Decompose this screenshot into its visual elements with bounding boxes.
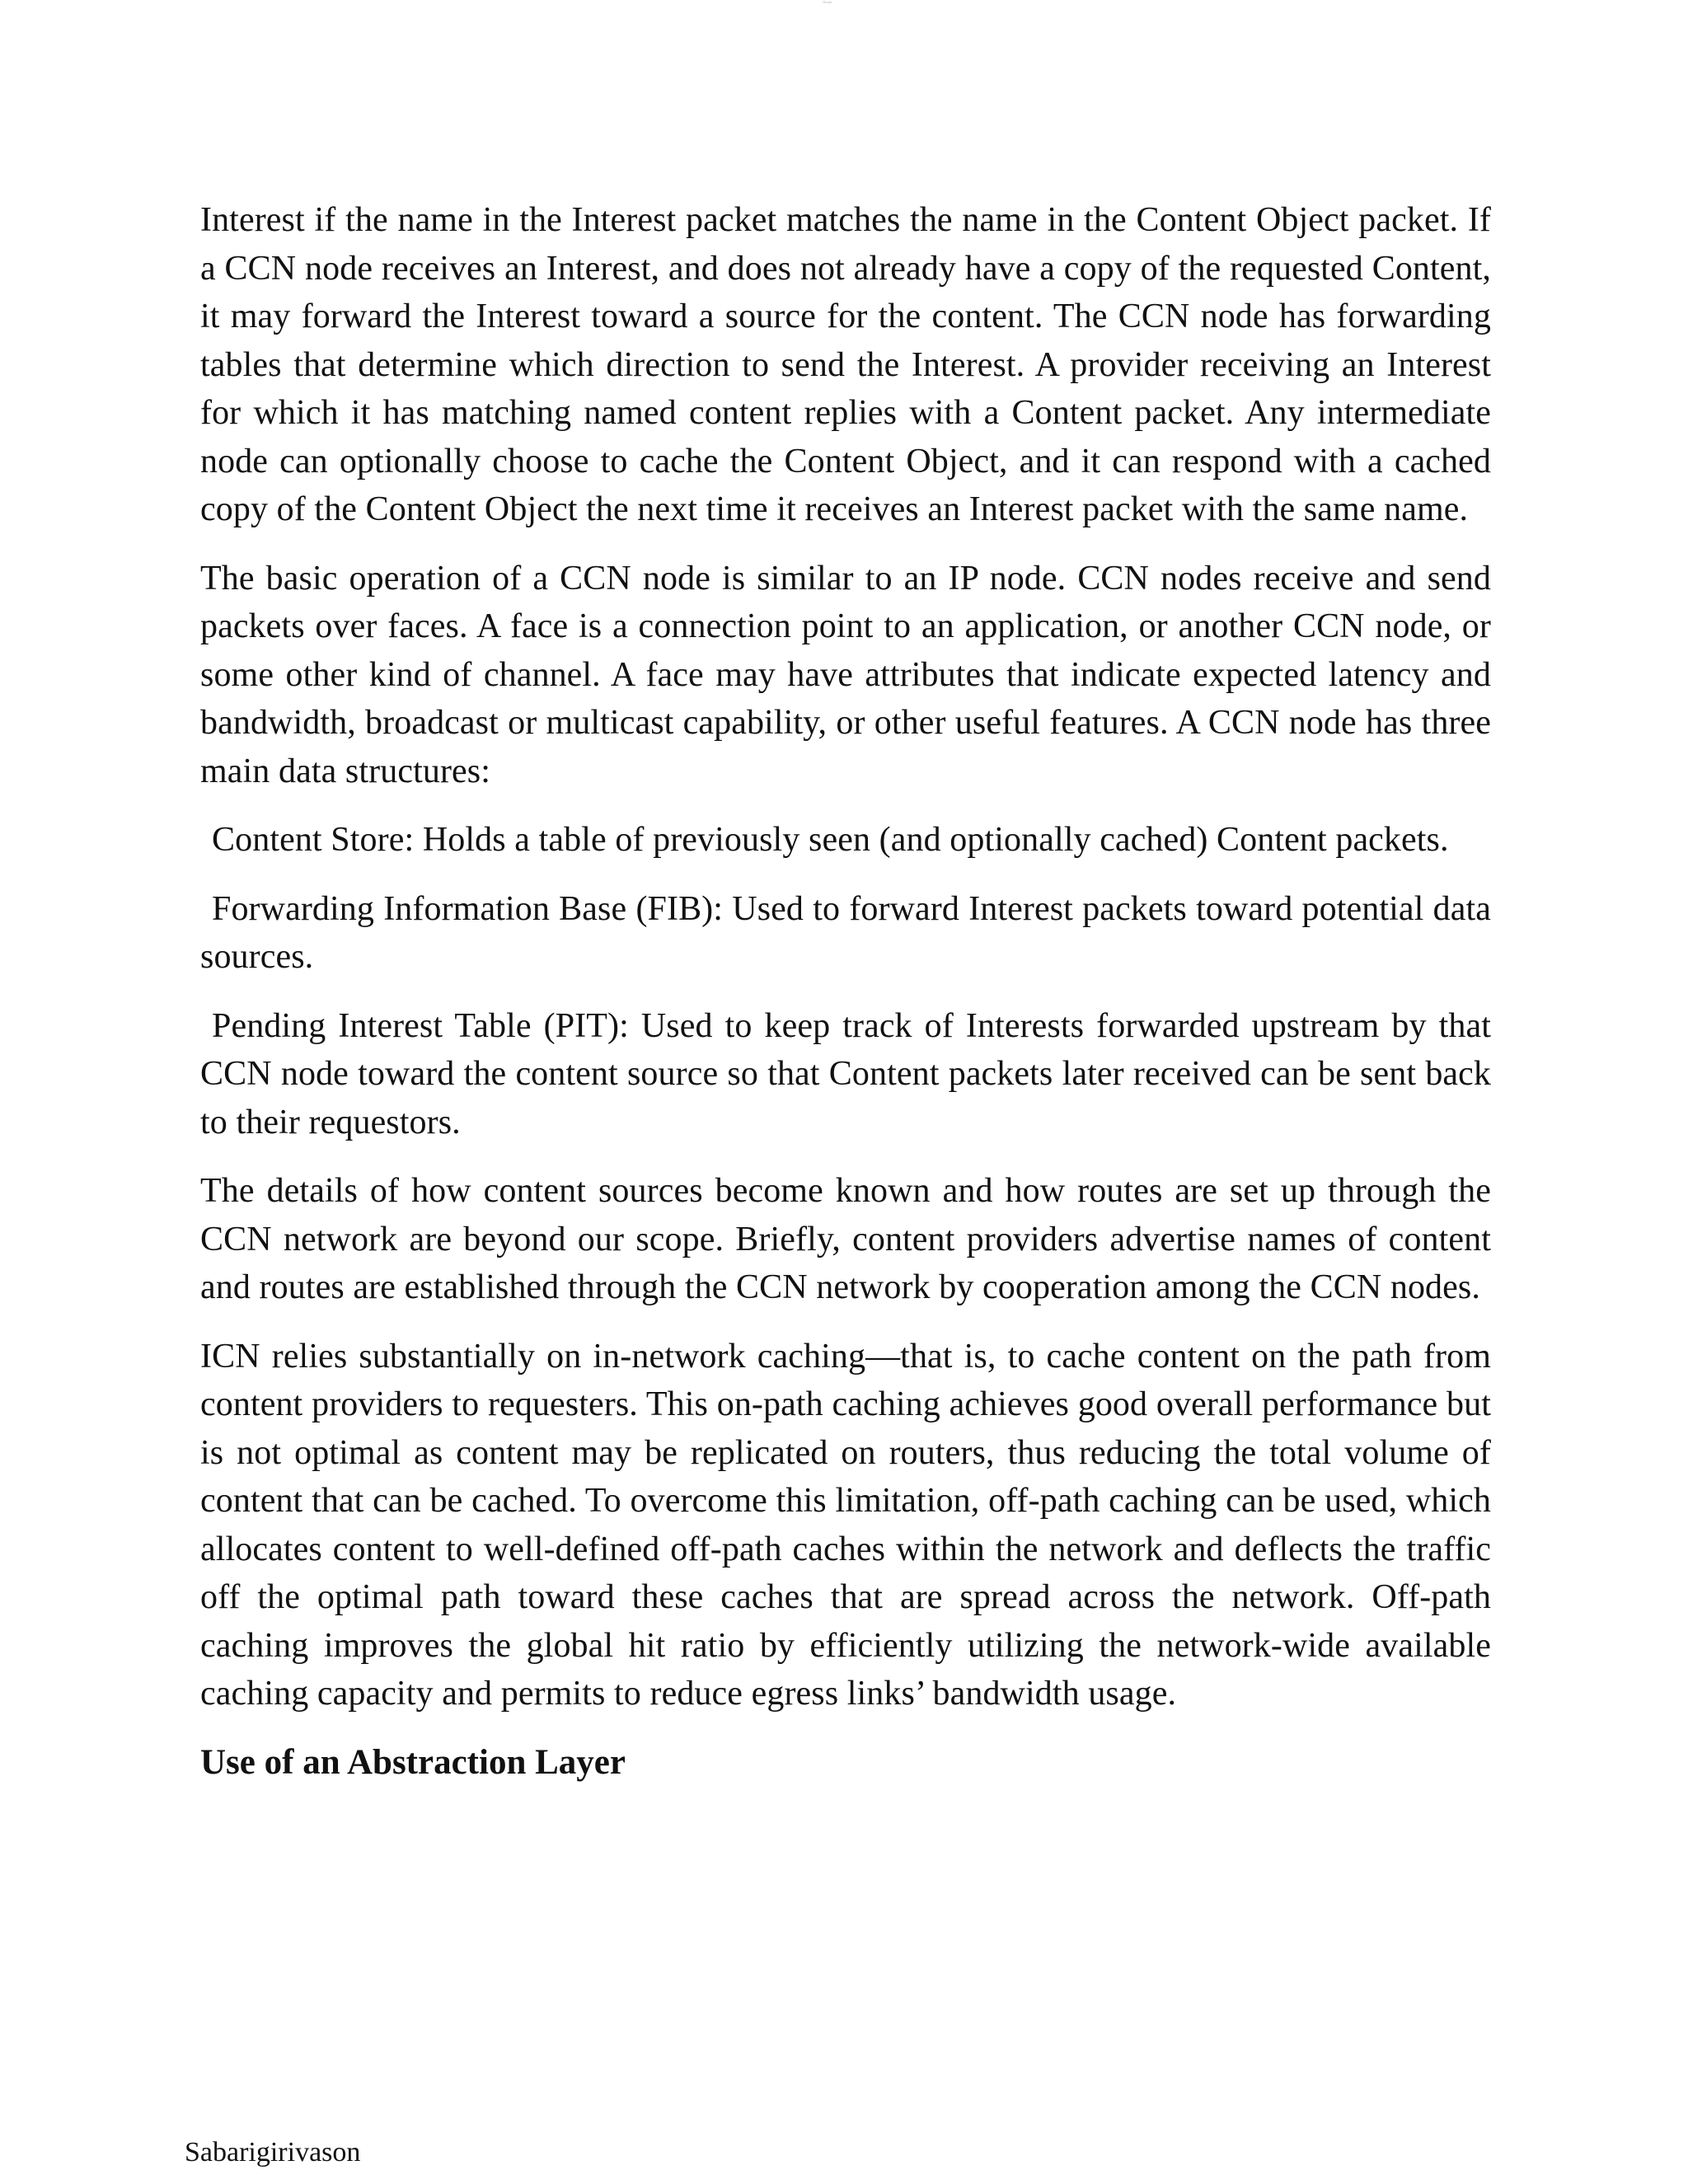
paragraph-fib: Forwarding Information Base (FIB): Used to forward Interest packets toward potential data sources.	[200, 889, 1491, 976]
paragraph-interest-forwarding: Interest if the name in the Interest packet matches the name in the Content Object packet. If a CCN node receives an Interest, and does not already have a copy of the requested Content, it may forward the Interest toward a source for the content. The CCN node has forwarding tables that determine which direction to send the Interest. A provider receiving an Interest for which it has matching named content replies with a Content packet. Any intermediate node can optionally choose to cache the Content Object, and it can respond with a cached copy of the Content Object the next time it receives an Interest packet with the same name.	[200, 201, 1491, 528]
footer-author: Sabarigirivason	[185, 2137, 361, 2168]
section-heading: Use of an Abstraction Layer	[200, 1742, 626, 1782]
paragraph-routes: The details of how content sources become known and how routes are set up through the CCN network are beyond our scope. Briefly, content providers advertise names of content and routes are established through the CCN network by cooperation among the CCN nodes.	[200, 1172, 1491, 1306]
paragraph-pit: Pending Interest Table (PIT): Used to keep track of Interests forwarded upstream by that CCN node toward the content source so that Content packets later received can be sent back to their requestors.	[200, 1006, 1491, 1141]
paragraph-in-network-caching: ICN relies substantially on in-network caching—that is, to cache content on the path from content providers to requesters. This on-path caching achieves good overall performance but is not optimal as content may be replicated on routers, thus reducing the total volume of content that can be cached. To overcome this limitation, off-path caching can be used, which allocates content to well-defined off-path caches within the network and deflects the traffic off the optimal path toward these caches that are spread across the network. Off-path caching improves the global hit ratio by efficiently utilizing the network-wide available caching capacity and permits to reduce egress links’ bandwidth usage.	[200, 1337, 1491, 1713]
header-mark: Header	[823, 0, 832, 4]
paragraph-content-store: Content Store: Holds a table of previously seen (and optionally cached) Content packets.	[212, 821, 1449, 859]
paragraph-ccn-basic-operation: The basic operation of a CCN node is similar to an IP node. CCN nodes receive and send packets over faces. A face is a connection point to an application, or another CCN node, or some other kind of channel. A face may have attributes that indicate expected latency and bandwidth, broadcast or multicast capability, or other useful features. A CCN node has three main data structures:	[200, 559, 1491, 790]
body-text	[200, 196, 1491, 1787]
